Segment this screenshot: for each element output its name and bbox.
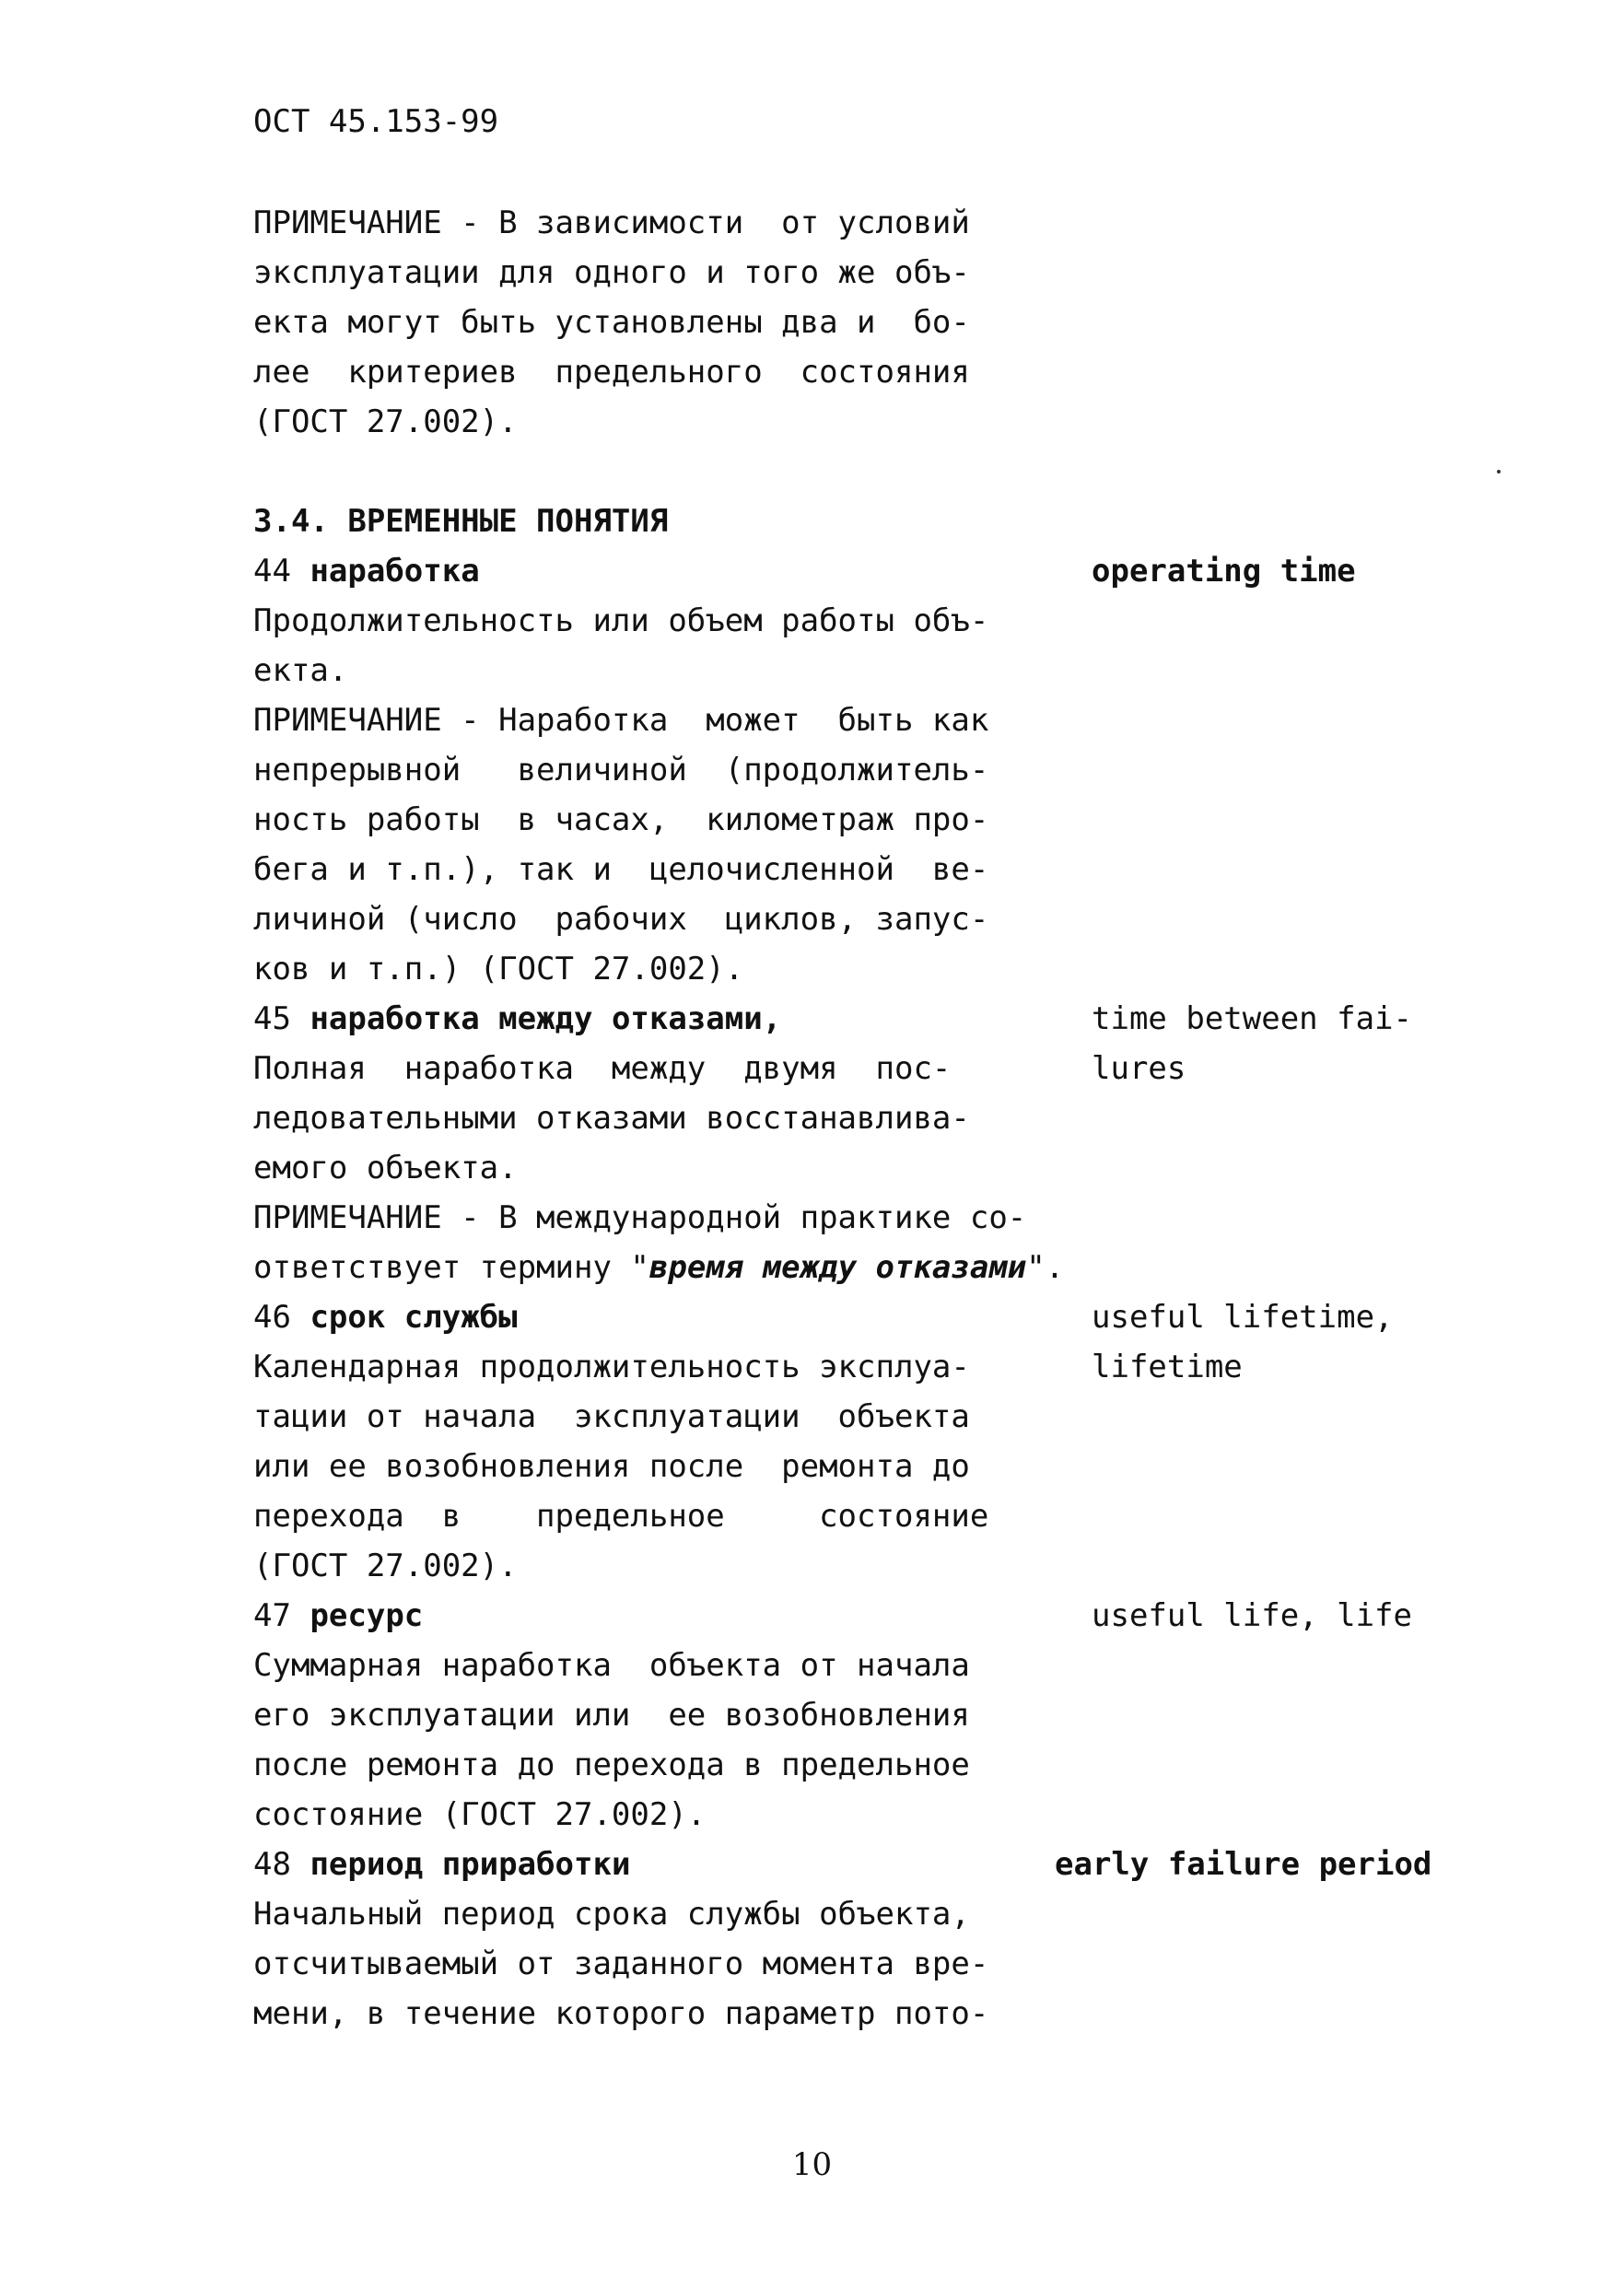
emphasized-term: время между отказами	[648, 1249, 1027, 1286]
term-english: lifetime	[1092, 1349, 1243, 1385]
term-heading	[253, 553, 480, 590]
term-title: период приработки	[310, 1846, 631, 1883]
definition-line: перехода в предельное состояние	[253, 1498, 989, 1535]
note-line: лее критериев предельного состояния	[253, 354, 970, 391]
document-header: ОСТ 45.153-99	[253, 103, 499, 140]
term-title: ресурс	[310, 1597, 424, 1634]
term-number: 45	[253, 1000, 291, 1037]
term-english: useful life, life	[1092, 1597, 1412, 1634]
page-number: 10	[791, 2146, 833, 2183]
term-english: time between fai-	[1092, 1000, 1412, 1037]
definition-line: мени, в течение которого параметр пото-	[253, 1995, 989, 2032]
term-english: operating time	[1092, 553, 1356, 590]
note-line: ПРИМЕЧАНИЕ - Наработка может быть как	[253, 702, 989, 739]
note-line: екта могут быть установлены два и бо-	[253, 304, 970, 341]
term-number: 46	[253, 1299, 291, 1336]
scan-speck	[1497, 470, 1501, 473]
term-title: наработка между отказами,	[310, 1000, 782, 1037]
definition-line: Продолжительность или объем работы объ-	[253, 602, 989, 639]
note-text: ответствует термину "	[253, 1249, 649, 1286]
term-heading	[253, 1000, 781, 1037]
note-line: непрерывной величиной (продолжитель-	[253, 752, 989, 789]
note-line: эксплуатации для одного и того же объ-	[253, 254, 970, 291]
term-heading	[253, 1846, 630, 1883]
note-line: ков и т.п.) (ГОСТ 27.002).	[253, 951, 744, 987]
term-title: срок службы	[310, 1299, 518, 1336]
definition-line: Полная наработка между двумя пос-	[253, 1050, 952, 1087]
term-number: 44	[253, 553, 291, 590]
definition-line: Начальный период срока службы объекта,	[253, 1896, 970, 1933]
definition-line: тации от начала эксплуатации объекта	[253, 1398, 970, 1435]
definition-line: Суммарная наработка объекта от начала	[253, 1647, 970, 1684]
note-line: ПРИМЕЧАНИЕ - В зависимости от условий	[253, 204, 970, 241]
section-title: 3.4. ВРЕМЕННЫЕ ПОНЯТИЯ	[253, 503, 669, 540]
definition-line: или ее возобновления после ремонта до	[253, 1448, 970, 1485]
term-title: наработка	[310, 553, 480, 590]
definition-line: емого объекта.	[253, 1150, 518, 1186]
definition-line: состояние (ГОСТ 27.002).	[253, 1796, 707, 1833]
note-line: ПРИМЕЧАНИЕ - В международной практике со-	[253, 1199, 1027, 1236]
note-text: ".	[1026, 1249, 1065, 1286]
note-line: личиной (число рабочих циклов, запус-	[253, 901, 989, 938]
note-line: бега и т.п.), так и целочисленной ве-	[253, 851, 989, 888]
definition-line: (ГОСТ 27.002).	[253, 1548, 518, 1584]
term-number: 48	[253, 1846, 291, 1883]
term-number: 47	[253, 1597, 291, 1634]
note-line: ность работы в часах, километраж про-	[253, 801, 989, 838]
definition-line: екта.	[253, 652, 348, 689]
definition-line: Календарная продолжительность эксплуа-	[253, 1349, 970, 1385]
definition-line: ледовательными отказами восстанавлива-	[253, 1100, 970, 1137]
term-heading	[253, 1299, 518, 1336]
definition-line: после ремонта до перехода в предельное	[253, 1747, 970, 1783]
definition-line: его эксплуатации или ее возобновления	[253, 1697, 970, 1734]
term-english: lures	[1092, 1050, 1186, 1087]
term-english: useful lifetime,	[1092, 1299, 1394, 1336]
definition-line: отсчитываемый от заданного момента вре-	[253, 1945, 989, 1982]
note-line	[253, 1249, 1064, 1286]
term-heading	[253, 1597, 423, 1634]
term-english: early failure period	[1055, 1846, 1432, 1883]
note-line: (ГОСТ 27.002).	[253, 403, 518, 440]
